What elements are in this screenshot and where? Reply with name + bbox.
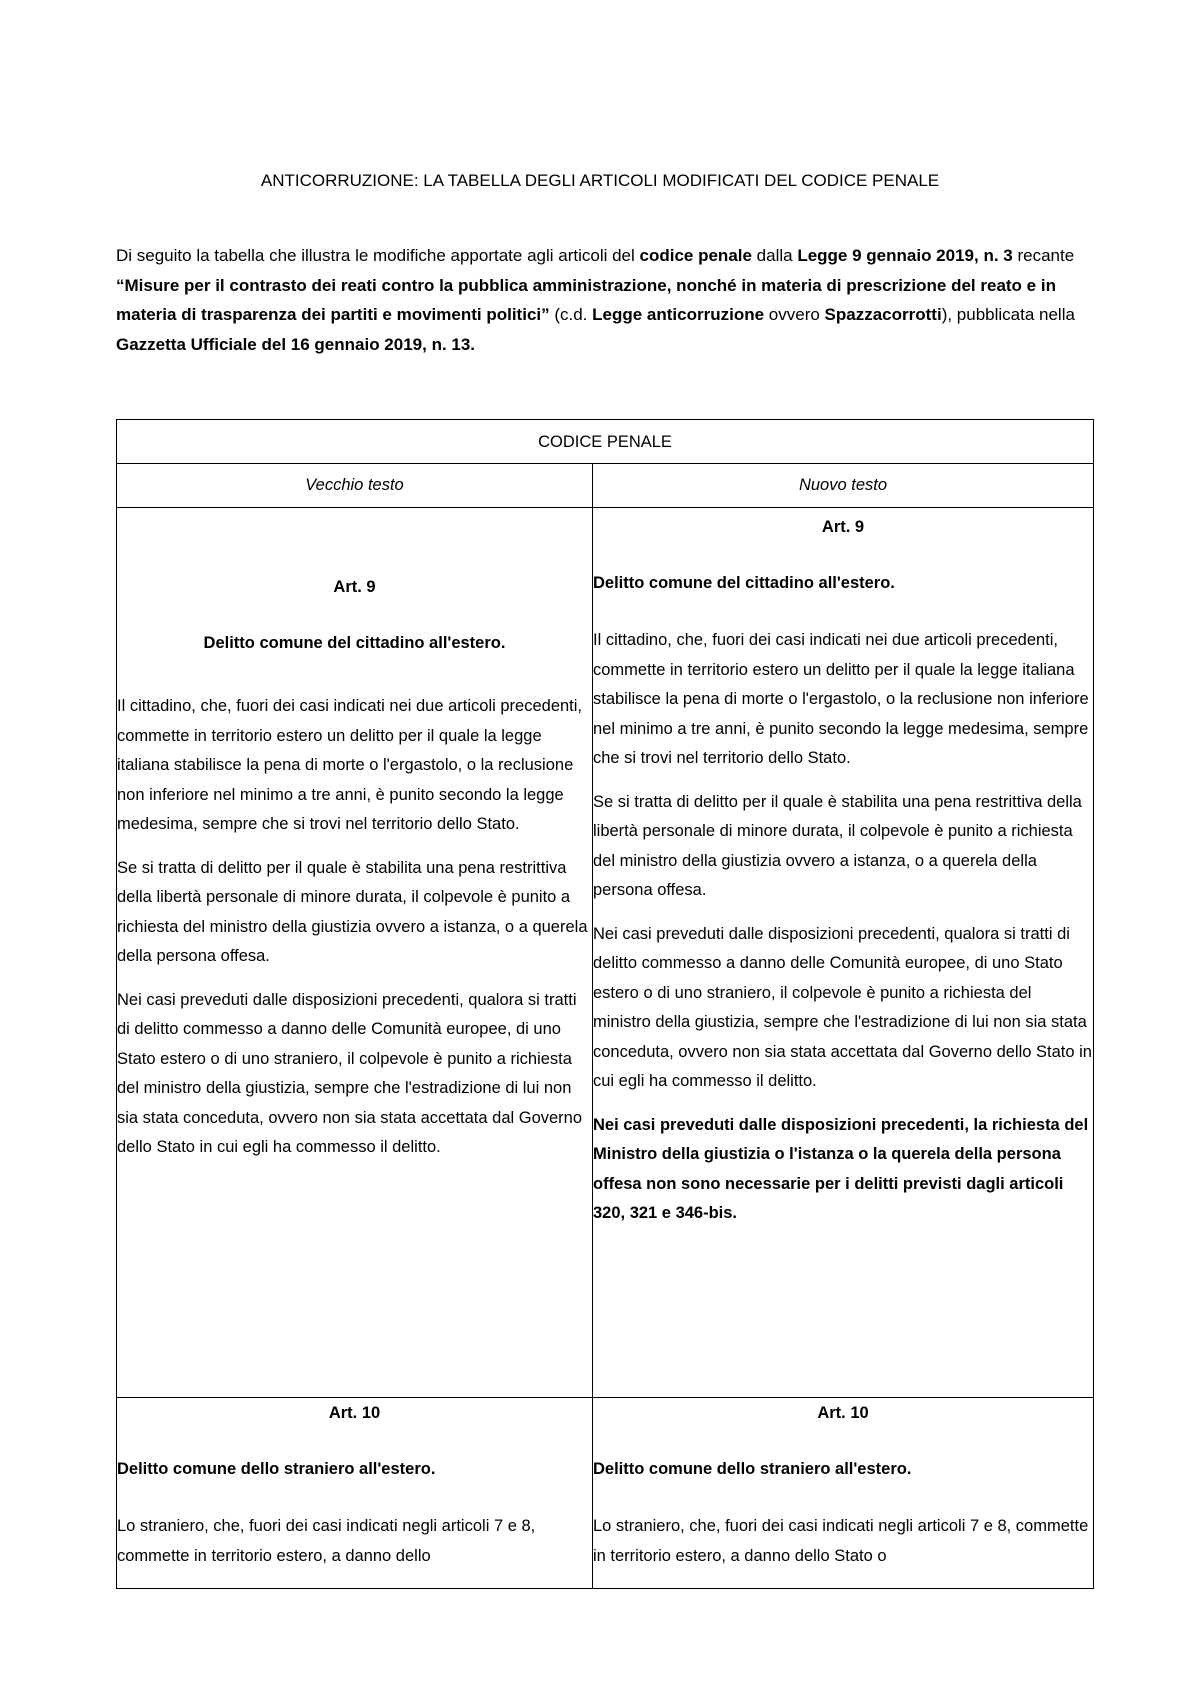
intro-text: Di seguito la tabella che illustra le modifiche apportate agli articoli del: [116, 246, 640, 265]
document-title: ANTICORRUZIONE: LA TABELLA DEGLI ARTICOLI MODIFICATI DEL CODICE PENALE: [260, 171, 940, 190]
art10-old-cell: [117, 1398, 593, 1589]
intro-bold-misure: “Misure per il contrasto dei reati contro la pubblica amministrazione, nonché in materia di prescrizione del reato e in materia di trasparenza dei partiti e movimenti politici”: [116, 275, 1056, 324]
column-header-old: Vecchio testo: [117, 464, 593, 508]
art10-new-heading: Art. 10: [817, 1404, 869, 1422]
intro-bold-legge-anticorruzione: Legge anticorruzione: [592, 305, 765, 324]
intro-paragraph: [116, 241, 1086, 359]
column-header-new: Nuovo testo: [593, 464, 1094, 508]
intro-text: recante: [1012, 246, 1075, 265]
art10-new-paragraph: Lo straniero, che, fuori dei casi indicati negli articoli 7 e 8, commette in territorio estero, a danno dello Stato o: [593, 1517, 1089, 1565]
table-header: CODICE PENALE: [117, 420, 1094, 464]
art9-old-heading: Art. 9: [333, 578, 376, 596]
art9-new-paragraph: Se si tratta di delitto per il quale è stabilita una pena restrittiva della libertà personale di minore durata, il colpevole è punito a richiesta del ministro della giustizia ovvero a istanza, o a querela della persona offesa.: [593, 792, 1082, 899]
art10-old-rubric: Delitto comune dello straniero all'estero.: [117, 1460, 436, 1478]
intro-bold-legge: Legge 9 gennaio 2019, n. 3: [797, 246, 1013, 265]
intro-bold-gazzetta: Gazzetta Ufficiale del 16 gennaio 2019, n. 13.: [116, 334, 476, 354]
art9-old-rubric: Delitto comune del cittadino all'estero.: [203, 634, 506, 652]
intro-text: dalla: [751, 246, 798, 265]
art9-new-added-paragraph: Nei casi preveduti dalle disposizioni precedenti, la richiesta del Ministro della giustizia o l'istanza o la querela della persona offesa non sono necessarie per i delitti previsti dagli articoli 320, 321 e 346-bis.: [593, 1115, 1089, 1222]
art9-old-cell: [117, 508, 593, 1398]
art9-old-paragraph: Il cittadino, che, fuori dei casi indicati nei due articoli precedenti, commette in territorio estero un delitto per il quale la legge italiana stabilisce la pena di morte o l'ergastolo, o la reclusione non inferiore nel minimo a tre anni, è punito secondo la legge medesima, sempre che si trovi nel territorio dello Stato.: [117, 697, 583, 833]
table-row-art10: [117, 1398, 1094, 1589]
art9-new-paragraph: Il cittadino, che, fuori dei casi indicati nei due articoli precedenti, commette in territorio estero un delitto per il quale la legge italiana stabilisce la pena di morte o l'ergastolo, o la reclusione non inferiore nel minimo a tre anni, è punito secondo la legge medesima, sempre che si trovi nel territorio dello Stato.: [593, 631, 1089, 767]
intro-bold-codice-penale: codice penale: [639, 246, 752, 265]
intro-text: (c.d.: [549, 305, 593, 324]
art10-old-heading: Art. 10: [328, 1404, 381, 1422]
table-row-art9: [117, 508, 1094, 1398]
art9-new-cell: [593, 508, 1094, 1398]
art9-new-heading: Art. 9: [821, 518, 865, 536]
intro-text: ), pubblicata nella: [941, 305, 1075, 324]
art9-old-paragraph: Nei casi preveduti dalle disposizioni precedenti, qualora si tratti di delitto commesso a danno delle Comunità europee, di uno Stato estero o di uno straniero, il colpevole è punito a richiesta del ministro della giustizia, sempre che l'estradizione di lui non sia stata conceduta, ovvero non sia stata accettata dal Governo dello Stato in cui egli ha commesso il delitto.: [117, 990, 583, 1156]
art10-new-cell: [593, 1398, 1094, 1589]
art9-new-paragraph: Nei casi preveduti dalle disposizioni precedenti, qualora si tratti di delitto commesso a danno delle Comunità europee, di uno Stato estero o di uno straniero, il colpevole è punito a richiesta del ministro della giustizia, sempre che l'estradizione di lui non sia stata conceduta, ovvero non sia stata accettata dal Governo dello Stato in cui egli ha commesso il delitto.: [593, 924, 1092, 1090]
art10-old-paragraph: Lo straniero, che, fuori dei casi indicati negli articoli 7 e 8, commette in territorio estero, a danno dello: [117, 1517, 536, 1565]
intro-bold-spazzacorrotti: Spazzacorrotti: [824, 305, 942, 324]
art9-new-rubric: Delitto comune del cittadino all'estero.: [593, 574, 895, 592]
art10-new-rubric: Delitto comune dello straniero all'estero.: [593, 1460, 912, 1478]
intro-text: ovvero: [764, 305, 825, 324]
art9-old-paragraph: Se si tratta di delitto per il quale è stabilita una pena restrittiva della libertà personale di minore durata, il colpevole è punito a richiesta del ministro della giustizia ovvero a istanza, o a querela della persona offesa.: [117, 858, 588, 965]
codice-penale-table: [116, 419, 1094, 1589]
